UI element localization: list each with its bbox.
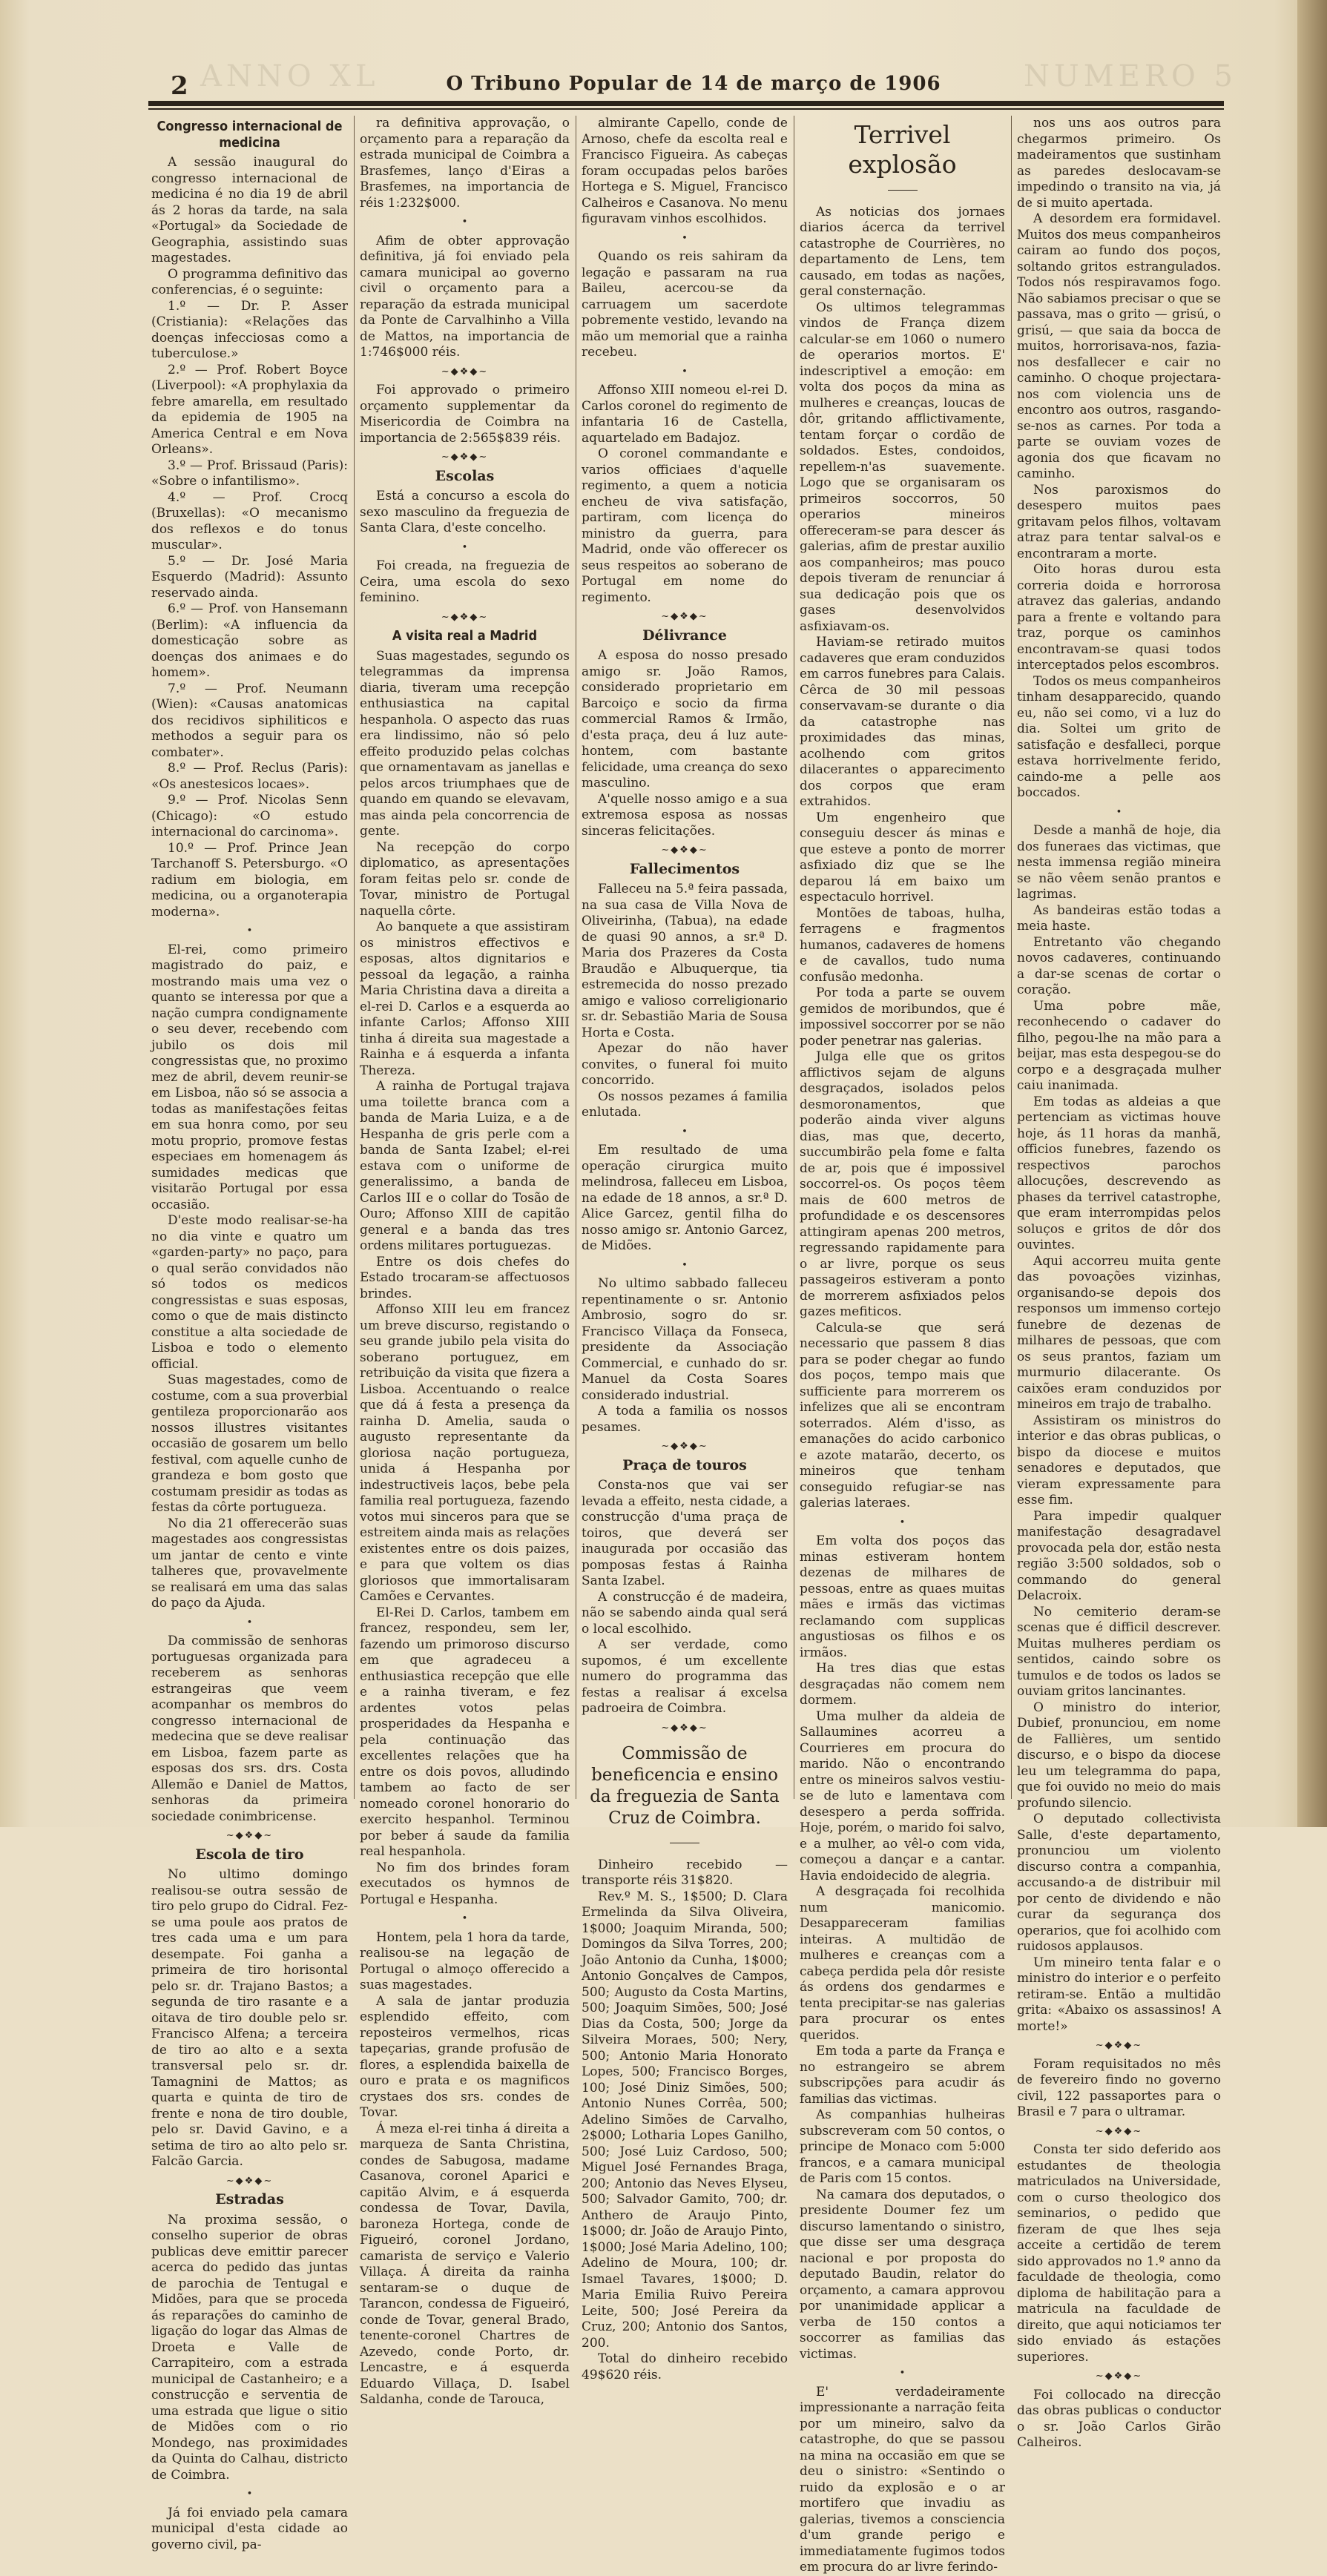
column-5	[1017, 116, 1221, 2450]
paragraph: Em resultado de uma operação cirurgica muito melindrosa, falleceu em Lisboa, na edade de 18 annos, a sr.ª D. Alice Garcez, gentil filha do nosso amigo sr. Antonio Garcez, de Midões.	[582, 1143, 788, 1253]
list-item: 3.º — Prof. Brissaud (Paris): «Sobre o infantilismo».	[151, 458, 348, 489]
paragraph: O coronel commandante e varios officiaes d'aquelle regimento, a quem a noticia encheu de viva satisfação, partiram, com licença do ministro da guerra, para Madrid, onde vão offerecer os seus respeitos ao soberano de Portugal em nome do regimento.	[582, 446, 788, 605]
star-divider: •	[461, 541, 468, 553]
list-item: 4.º — Prof. Crocq (Bruxellas): «O mecanismo dos reflexos e do tonus muscular».	[151, 489, 348, 552]
paragraph: Aqui accorreu muita gente das povoações vizinhas, organisando-se depois dos responsos um immenso cortejo funebre de dezenas de milhares de pessoas, que com os seus prantos, faziam um murmurio dilacerante. Os caixões eram conduzidos por mineiros em trajo de trabalho.	[1017, 1253, 1221, 1412]
paragraph: O deputado collectivista Salle, d'este departamento, pronunciou um violento discurso contra a companhia, accusando-a de distribuir mil por cento de dividendo e não curar da segurança dos operarios, que foi acolhido com ruidosos applausos.	[1017, 1812, 1221, 1954]
paragraph: A ser verdade, como supomos, é um excellente numero do programma das festas a realisar á excelsa padroeira de Coimbra.	[582, 1637, 788, 1716]
list-item: 10.º — Prof. Prince Jean Tarchanoff S. Petersburgo. «O radium em biologia, em medicina, ou a organoterapia moderna».	[151, 840, 348, 919]
paragraph: As noticias dos jornaes diarios ácerca da terrivel catastrophe de Courrières, no departamento de Lens, tem causado, em todas as nações, geral consternação.	[800, 204, 1005, 299]
paragraph: Apezar do não haver convites, o funeral foi muito concorrido.	[582, 1041, 788, 1088]
ornament-divider: ~◆❖◆~	[225, 1830, 274, 1841]
headline-fallecimentos: Fallecimentos	[629, 860, 740, 877]
list-item: 2.º — Prof. Robert Boyce (Liverpool): «A prophylaxia da febre amarella, em resultado da epidemia de 1905 na America Central e em Nova Orleans».	[151, 362, 348, 457]
paragraph: Por toda a parte se ouvem gemidos de moribundos, que é impossivel soccorrer por se não poder penetrar nas galerias.	[800, 985, 1005, 1048]
list-item: 7.º — Prof. Neumann (Wien): «Causas anatomicas dos recidivos siphiliticos e methodos a seguir para os combater».	[151, 681, 348, 760]
column-4	[800, 116, 1005, 2575]
star-divider: •	[461, 1913, 468, 1924]
paragraph: Foram requisitados no mês de fevereiro findo no governo civil, 122 passaportes para o Brasil e 7 para o ultramar.	[1017, 2056, 1221, 2119]
paragraph: Na recepção do corpo diplomatico, as apresentações foram feitas pelo sr. conde de Tovar, ministro de Portugal naquella côrte.	[360, 839, 570, 919]
ornament-divider: ~◆❖◆~	[441, 452, 489, 463]
headline-delivrance: Délivrance	[642, 627, 727, 644]
star-divider: •	[899, 2368, 906, 2379]
paragraph: Dinheiro recebido — transporte réis 31$820.	[582, 1857, 788, 1888]
paragraph: E' verdadeiramente impressionante a narração feita por um mineiro, salvo da catastrophe, do que se passou na mina na occasião em que se deu o sinistro: «Sentindo o ruido da explosão e o ar mortifero que invadiu as galerias, tivemos a consciencia d'um grande perigo e immediatamente fugimos todos em procura do ar livre ferindo-	[800, 2384, 1005, 2575]
star-divider: •	[682, 232, 688, 244]
paragraph: A construcção é de madeira, não se sabendo ainda qual será o local escolhido.	[582, 1589, 788, 1637]
headline-escolas: Escolas	[435, 467, 495, 484]
paragraph: A sessão inaugural do congresso internacional de medicina é no dia 19 de abril ás 2 horas da tarde, na sala «Portugal» da Sociedade de Geographia, assistindo suas magestades.	[151, 155, 348, 265]
paragraph: Em toda a parte da França e no estrangeiro se abrem subscripções para acudir ás familias das victimas.	[800, 2044, 1005, 2107]
paragraph: Afim de obter approvação definitiva, já foi enviado pela camara municipal ao governo civil o orçamento para a reparação da estrada municipal da Ponte de Carvalhinho a Villa de Mattos, na importancia de 1:746$000 réis.	[360, 233, 570, 360]
paragraph: Ha tres dias que estas desgraçadas não comem nem dormem.	[800, 1661, 1005, 1708]
list-item: 8.º — Prof. Reclus (Paris): «Os anestesicos locaes».	[151, 761, 348, 792]
paragraph: Hontem, pela 1 hora da tarde, realisou-se na legação de Portugal o almoço offerecido a suas magestades.	[360, 1929, 570, 1992]
short-rule	[582, 1835, 788, 1852]
header-rule	[148, 101, 1224, 106]
star-divider: •	[682, 1126, 688, 1137]
masthead-title: O Tribuno Popular de 14 de março de 1906	[446, 73, 941, 95]
paragraph: A esposa do nosso presado amigo sr. João Ramos, considerado proprietario em Barcoiço e socio da firma commercial Ramos & Irmão, d'esta praça, deu á luz aute-hontem, com bastante felicidade, uma creança do sexo masculino.	[582, 648, 788, 790]
paragraph: nos uns aos outros para chegarmos primeiro. Os madeiramentos que sustinham as paredes deslocavam-se impedindo o transito na via, já de si muito apertada.	[1017, 116, 1221, 211]
star-divider: •	[246, 2489, 253, 2500]
ornament-divider: ~◆❖◆~	[661, 845, 708, 856]
paragraph: Assistiram os ministros do interior e das obras publicas, o bispo da diocese e muitos senadores e deputados, que vieram expressamente para esse fim.	[1017, 1413, 1221, 1507]
star-divider: •	[246, 925, 253, 937]
paragraph: Uma mulher da aldeia de Sallaumines acorreu a Courrieres em procura do marido. Não o encontrando entre os mineiros salvos vestiu-se de luto e lamentava com desespero a perda soffrida. Hoje, porém, o marido foi salvo, e a mulher, ao vêl-o com vida, começou a dançar e a cantar. Havia endoidecido de alegria.	[800, 1708, 1005, 1883]
paragraph: El-rei, como primeiro magistrado do paiz, e mostrando mais uma vez o quanto se interessa por que a nação cumpra condignamente o seu dever, recebendo com jubilo os dois mil congressistas que, no proximo mez de abril, devem reunir-se em Lisboa, não só se associa a todas as manifestações feitas em sua honra como, por seu motu proprio, promove festas especiaes em homenagem ás sumidades medicas que visitarão Portugal por essa occasião.	[151, 942, 348, 1212]
ornament-divider: ~◆❖◆~	[225, 2175, 274, 2187]
column-2	[360, 116, 570, 2407]
paragraph: Nos paroxismos do desespero muitos paes gritavam pelos filhos, voltavam atraz para tentar salval-os e encontraram a morte.	[1017, 482, 1221, 561]
paragraph: Foi collocado na direcção das obras publicas o conductor o sr. João Carlos Girão Calheiros.	[1017, 2387, 1221, 2450]
paragraph: A sala de jantar produzia esplendido effeito, com reposteiros vermelhos, ricas tapeçarias, grande profusão de flores, a esplendida baixella de ouro e prata e os magnificos crystaes dos srs. condes de Tovar.	[360, 1993, 570, 2120]
column-1	[151, 116, 348, 2552]
paragraph: Os ultimos telegrammas vindos de França dizem calcular-se em 1060 o numero de operarios mortos. E' indescriptivel a emoção: em volta dos poços da mina as mulheres e creanças, loucas de dôr, gritando afflictivamente, tentam forçar o cordão de soldados. Estes, condoidos, repellem-n'as suavemente. Logo que se organisaram os primeiros soccorros, 50 operarios mineiros offereceram-se para descer ás galerias, afim de prestar auxilio aos companheiros; mas pouco depois tiveram de renunciar á sua dedicação pois que os gases desenvolvidos asfixiavam-os.	[800, 300, 1005, 634]
paragraph: Em volta dos poços das minas estiveram hontem dezenas de milhares de pessoas, entre as quaes muitas mães e irmãs das victimas reclamando com supplicas angustiosas os filhos e os irmãos.	[800, 1533, 1005, 1660]
paragraph: A desordem era formidavel. Muitos dos meus companheiros cairam ao fundo dos poços, soltando gritos estrangulados. Todos nós respiravamos fogo. Não sabiamos precisar o que se passava, mas o grito — grisú, o grisú, — que saia da bocca de muitos, horrorisava-nos, fazia-nos desfallecer e cair no caminho. O choque projectara-nos com violencia uns de encontro aos outros, rasgando-se-nos as carnes. Por toda a parte se ouviam vozes de agonia dos que ficavam no caminho.	[1017, 211, 1221, 481]
paragraph: No cemiterio deram-se scenas que é difficil descrever. Muitas mulheres perdiam os sentidos, caindo sobre os tumulos e de todos os lados se ouviam gritos lancinantes.	[1017, 1604, 1221, 1699]
headline-escola-de-tiro: Escola de tiro	[195, 1846, 304, 1863]
paragraph: Uma pobre mãe, reconhecendo o cadaver do filho, pegou-lhe na mão para a beijar, mas esta despegou-se do corpo e a desgraçada mulher caiu inanimada.	[1017, 998, 1221, 1093]
ornament-divider: ~◆❖◆~	[1095, 2125, 1143, 2137]
paragraph: Suas magestades, segundo os telegrammas da imprensa diaria, tiveram uma recepção enthusiastica na capital hespanhola. O aspecto das ruas era lindissimo, não só pelo effeito produzido pelas colchas que ornamentavam as janellas e pelos arcos triumphaes que de quando em quando se elevavam, mas ainda pela concorrencia de gente.	[360, 648, 570, 839]
ornament-divider: ~◆❖◆~	[1095, 2371, 1143, 2382]
paragraph: Total do dinheiro recebido 49$620 réis.	[582, 2351, 788, 2382]
paragraph: No fim dos brindes foram executados os hymnos de Portugal e Hespanha.	[360, 1860, 570, 1907]
paragraph: almirante Capello, conde de Arnoso, chefe da escolta real e Francisco Figueira. As cabeças foram occupadas pelos barões Hortega e S. Miguel, Francisco Calheiros e Casanova. No menu figuravam vinhos escolhidos.	[582, 116, 788, 226]
paragraph: Affonso XIII nomeou el-rei D. Carlos coronel do regimento de infantaria 16 de Castella, aquartelado em Badajoz.	[582, 383, 788, 446]
short-rule	[800, 182, 1005, 199]
paragraph: Oito horas durou esta correria doida e horrorosa atravez das galerias, andando para a frente e voltando para traz, porque os caminhos encontravam-se quasi todos interceptados pelos escombros.	[1017, 562, 1221, 673]
list-item: 6.º — Prof. von Hansemann (Berlim): «A influencia da domesticação sobre as doenças dos animaes e do homem».	[151, 601, 348, 680]
paragraph: Calcula-se que será necessario que passem 8 dias para se poder chegar ao fundo dos poços, tempo mais que sufficiente para morrerem os infelizes que ali se encontram soterrados. Além d'isso, as emanações do acido carbonico e azote matarão, decerto, os mineiros que tenham conseguido refugiar-se nas galerias lateraes.	[800, 1320, 1005, 1510]
paragraph: Entre os dois chefes do Estado trocaram-se affectuosos brindes.	[360, 1254, 570, 1301]
ornament-divider: ~◆❖◆~	[661, 611, 708, 622]
paragraph: Affonso XIII leu em francez um breve discurso, registando o seu grande jubilo pela visita do soberano portuguez, em retribuição da visita que fizera a Lisboa. Accentuando o realce que dá á festa a presença da rainha D. Amelia, sauda o augusto representante da gloriosa nação portugueza, unida á Hespanha por indestructiveis laços, bebe pela familia real portugueza, fazendo votos mui sinceros para que se estreitem ainda mais as relações existentes entre os dois paizes, e para que voltem os dias gloriosos que immortalisaram Camões e Cervantes.	[360, 1302, 570, 1604]
paragraph: Na proxima sessão, o conselho superior de obras publicas deve emittir parecer acerca do pedido das juntas de parochia de Tentugal e Midões, para que se proceda ás reparações do caminho de ligação do logar das Almas de Droeta e Valle de Carrapiteiro, com a estrada municipal de Castanheiro; e a construcção e serventia de uma estrada que ligue o sitio de Midões com o rio Mondego, nas proximidades da Quinta do Calhau, districto de Coimbra.	[151, 2212, 348, 2483]
list-item: 5.º — Dr. José Maria Esquerdo (Madrid): Assunto reservado ainda.	[151, 553, 348, 601]
star-divider: •	[461, 217, 468, 228]
paragraph: Em todas as aldeias a que pertenciam as victimas houve hoje, ás 11 horas da manhã, officios funebres, fazendo os respectivos parochos allocuções, descrevendo as phases da terrivel catastrophe, que eram interrompidas pelos soluços e gritos de dôr dos ouvintes.	[1017, 1094, 1221, 1252]
paragraph: Falleceu na 5.ª feira passada, na sua casa de Villa Nova de Oliveirinha, (Tabua), na edade de quasi 90 annos, a sr.ª D. Maria dos Prazeres da Costa Braudão e Albuquerque, tia estremecida do nosso prezado amigo e valioso correligionario sr. dr. Sebastião Maria de Sousa Horta e Costa.	[582, 882, 788, 1040]
ornament-divider: ~◆❖◆~	[661, 1441, 708, 1452]
paragraph: Julga elle que os gritos afflictivos sejam de alguns desgraçados, isolados pelos desmoronamentos, que poderão ainda viver alguns dias, mas que, decerto, succumbirão pela fome e falta de ar, pois que é impossivel soccorrel-os. Os poços têem mais de 600 metros de profundidade e os descensores attingiram apenas 200 metros, regressando rapidamente para o ar livre, porque os seus passageiros estiveram a ponto de morrerem asfixiados pelos gazes mefiticos.	[800, 1049, 1005, 1319]
paragraph: A desgraçada foi recolhida num manicomio. Desappareceram familias inteiras. A multidão de mulheres e creanças com a cabeça perdida pela dôr resiste ás ordens dos gendarmes e tenta precipitar-se nas galerias para procurar os entes queridos.	[800, 1884, 1005, 2043]
star-divider: •	[246, 1616, 253, 1628]
star-divider: •	[899, 1516, 906, 1528]
paragraph: Desde a manhã de hoje, dia dos funeraes das victimas, que nesta immensa região mineira se não vêem senão prantos e lagrimas.	[1017, 823, 1221, 902]
paragraph: Montões de taboas, hulha, ferragens e fragmentos humanos, cadaveres de homens e de cavallos, tudo numa confusão medonha.	[800, 905, 1005, 985]
column-3	[582, 116, 788, 2382]
paragraph: Entretanto vão chegando novos cadaveres, continuando a dar-se scenas de cortar o coração.	[1017, 934, 1221, 997]
star-divider: •	[1116, 806, 1122, 818]
list-item: 9.º — Prof. Nicolas Senn (Chicago): «O estudo internacional do carcinoma».	[151, 793, 348, 839]
paragraph: Foi creada, na freguezia de Ceira, uma escola do sexo feminino.	[360, 558, 570, 605]
paragraph: A toda a familia os nossos pesames.	[582, 1404, 788, 1435]
paragraph: Na camara dos deputados, o presidente Doumer fez um discurso lamentando o sinistro, que disse ser uma desgraça nacional e por proposta do deputado Baudin, relator do orçamento, a camara approvou por unanimidade applicar a verba de 150 contos a soccorrer as familias das victimas.	[800, 2187, 1005, 2362]
paragraph: Consta ter sido deferido aos estudantes de theologia matriculados na Universidade, com o curso theologico dos seminarios, o pedido que fizeram de que lhes seja acceite a certidão de terem sido approvados no 1.º anno da faculdade de theologia, como diploma de habilitação para a matricula na faculdade de direito, que aqui noticiamos ter sido enviado ás estações superiores.	[1017, 2142, 1221, 2365]
paragraph: Á meza el-rei tinha á direita a marqueza de Santa Christina, condes de Sabugosa, madame Casanova, coronel Aparici e capitão Alvim, e á esquerda condessa de Tovar, Davila, baroneza Hortega, conde de Figueiró, coronel Jordano, camarista de serviço e Valerio Villaça. Á direita da rainha sentaram-se o duque de Tarancon, condessa de Figueiró, conde de Tovar, general Brado, tenente-coronel Chartres de Azevedo, conde Porto, dr. Lencastre, e á esquerda Eduardo Villaça, D. Isabel Saldanha, conde de Tarouca,	[360, 2121, 570, 2407]
paragraph: El-Rei D. Carlos, tambem em francez, respondeu, sem ler, fazendo um primoroso discurso em que agradeceu a enthusiastica recepção que elle e a rainha tiveram, e fez ardentes votos pelas prosperidades da Hespanha e pela continuação das excellentes relações que ha entre os dois povos, alludindo tambem ao facto de ser nomeado coronel honorario do exercito hespanhol. Terminou por beber á saude da familia real hespanhola.	[360, 1605, 570, 1859]
column-separator	[1011, 116, 1012, 1799]
paragraph: A rainha de Portugal trajava uma toilette branca com a banda de Maria Luiza, e a de Hespanha de gris perle com a banda de Santa Izabel; el-rei estava com o uniforme de generalissimo, a banda de Carlos III e o collar do Tosão de Ouro; Affonso XIII de capitão general e a banda das tres ordens militares portuguezas.	[360, 1079, 570, 1253]
paragraph: Para impedir qualquer manifestação desagradavel provocada pela dor, estão nesta região 3:500 soldados, sob o commando do general Delacroix.	[1017, 1508, 1221, 1603]
headline-estradas: Estradas	[215, 2191, 284, 2207]
paragraph: Quando os reis sahiram da legação e passaram na rua Baileu, acercou-se da carruagem um sacerdote pobremente vestido, levando na mão um memorial que a rainha recebeu.	[582, 249, 788, 360]
list-item: 1.º — Dr. P. Asser (Cristiania): «Relações das doenças infecciosas como a tuberculose.»	[151, 298, 348, 361]
paragraph: No ultimo sabbado falleceu repentinamente o sr. Antonio Ambrosio, sogro do sr. Francisco Villaça da Fonseca, presidente da Associação Commercial, e cunhado do sr. Manuel da Costa Soares considerado industrial.	[582, 1276, 788, 1403]
paragraph: Foi approvado o primeiro orçamento supplementar da Misericordia de Coimbra na importancia de 2:565$839 réis.	[360, 383, 570, 446]
ornament-divider: ~◆❖◆~	[661, 1722, 708, 1734]
paragraph: No dia 21 offerecerão suas magestades aos congressistas um jantar de cento e vinte talheres que, provavelmente se realisará em uma das salas do paço da Ajuda.	[151, 1516, 348, 1611]
star-divider: •	[682, 1259, 688, 1271]
paragraph: Rev.º M. S., 1$500; D. Clara Ermelinda da Silva Oliveira, 1$000; Joaquim Miranda, 500; Domingos da Silva Torres, 200; João Antonio da Cunha, 1$000; Antonio Gonçalves de Campos, 500; Augusto da Costa Martins, 500; Joaquim Simões, 500; José Dias da Costa, 500; Jorge da Silveira Moraes, 500; Nery, 500; Antonio Maria Honorato Lopes, 500; Francisco Borges, 100; José Diniz Simões, 500; Antonio Nunes Corrêa, 500; Adelino Simões de Carvalho, 2$000; Lotharia Lopes Ganilho, 500; José Luiz Cardoso, 500; Miguel José Fernandes Braga, 200; Antonio das Neves Elyseu, 500; Salvador Gamito, 700; dr. Anthero de Araujo Pinto, 1$000; dr. João de Araujo Pinto, 1$000; José Maria Adelino, 100; Adelino de Moura, 100; dr. Ismael Tavares, 1$000; D. Maria Emilia Ruivo Pereira Leite, 500; José Pereira da Cruz, 200; Antonio dos Santos, 200.	[582, 1889, 788, 2351]
headline-commissao-beneficencia: Commissão de beneficencia e ensino da freguezia de Santa Cruz de Coimbra.	[590, 1744, 780, 1828]
paragraph: Haviam-se retirado muitos cadaveres que eram conduzidos em carros funebres para Calais. Cêrca de 30 mil pessoas conservavam-se durante o dia da catastrophe nas proximidades das minas, acolhendo com gritos dilacerantes o apparecimento dos corpos que eram extrahidos.	[800, 635, 1005, 809]
page-number: 2	[171, 71, 188, 101]
paragraph: Um engenheiro que conseguiu descer ás minas e que esteve a ponto de morrer asfixiado diz que se lhe deparou lá em baixo um espectaculo horrivel.	[800, 810, 1005, 905]
paragraph: As companhias hulheiras subscreveram com 50 contos, o principe de Monaco com 5:000 francos, e a camara municipal de Paris com 15 contos.	[800, 2107, 1005, 2186]
paragraph: No ultimo domingo realisou-se outra sessão de tiro pelo grupo do Cidral. Fez-se uma poule aos pratos de tres cada uma e um para desempate. Foi ganha a primeira de tiro horisontal pelo sr. dr. Trajano Bastos; a segunda de tiro rasante e a oitava de tiro double pelo sr. Francisco Alfena; a terceira de tiro ao alto e a sexta transversal pelo sr. dr. Tamagnini de Mattos; as quarta e quinta de tiro de frente e nona de tiro double, pelo sr. David Gavino, e a setima de tiro ao alto pelo sr. Falcão Garcia.	[151, 1867, 348, 2169]
paragraph: O programma definitivo das conferencias, é o seguinte:	[151, 266, 348, 297]
header-rule-thin	[148, 108, 1224, 110]
book-spine	[1297, 0, 1327, 1827]
headline-praca-de-touros: Praça de touros	[622, 1456, 747, 1473]
paragraph: Da commissão de senhoras portuguesas organizada para receberem as senhoras estrangeiras que veem acompanhar os membros do congresso internacional de medecina que se deve realisar em Lisboa, fazem parte as esposas dos srs. drs. Costa Allemão e Daniel de Mattos, senhoras da primeira sociedade conimbricense.	[151, 1634, 348, 1824]
paragraph: D'este modo realisar-se-ha no dia vinte e quatro um «garden-party» no paço, para o qual serão convidados não só todos os medicos congressistas e suas esposas, como o que de mais distincto constitue a alta sociedade de Lisboa e todo o elemento official.	[151, 1213, 348, 1372]
paragraph: Está a concurso a escola do sexo masculino da freguezia de Santa Clara, d'este concelho.	[360, 489, 570, 535]
paragraph: O ministro do interior, Dubief, pronunciou, em nome de Fallières, um sentido discurso, e o bispo da diocese leu um telegramma do papa, que foi ouvido no meio do mais profundo silencio.	[1017, 1700, 1221, 1811]
star-divider: •	[682, 366, 688, 377]
column-separator	[354, 116, 355, 1799]
bleed-through-text-right: NUMERO 5	[1024, 59, 1237, 93]
paragraph: As bandeiras estão todas a meia haste.	[1017, 902, 1221, 934]
paragraph: Um mineiro tenta falar e o ministro do interior e o perfeito retiram-se. Então a multidão grita: «Abaixo os assassinos! A morte!»	[1017, 1955, 1221, 2034]
ornament-divider: ~◆❖◆~	[1095, 2040, 1143, 2051]
ornament-divider: ~◆❖◆~	[441, 366, 489, 377]
paragraph: Consta-nos que vai ser levada a effeito, nesta cidade, a construcção d'uma praça de toiros, que deverá ser inaugurada por occasião das pomposas festas á Rainha Santa Izabel.	[582, 1478, 788, 1588]
headline-visita-real: A visita real a Madrid	[392, 628, 538, 644]
paragraph: Os nossos pezames á familia enlutada.	[582, 1089, 788, 1120]
bleed-through-text-left: ANNO XL	[200, 59, 380, 93]
paragraph: Já foi enviado pela camara municipal d'esta cidade ao governo civil, pa-	[151, 2505, 348, 2552]
paragraph: Ao banquete a que assistiram os ministros effectivos e esposas, altos dignitarios e pessoal da legação, a rainha Maria Christina dava a direita a el-rei D. Carlos e a esquerda ao infante Carlos; Affonso XIII tinha á direita sua magestade a Rainha e á esquerda a infanta Thereza.	[360, 919, 570, 1078]
ornament-divider: ~◆❖◆~	[441, 611, 489, 623]
page-header	[163, 71, 1224, 101]
paragraph: Suas magestades, como de costume, com a sua proverbial gentileza proporcionarão aos nossos illustres visitantes occasião de gosarem um bello festival, com aquelle cunho de grandeza e bom gosto que costumam presidir as todas as festas da côrte portugueza.	[151, 1373, 348, 1515]
paragraph: A'quelle nosso amigo e a sua extremosa esposa as nossas sinceras felicitações.	[582, 791, 788, 839]
headline-congresso: Congresso internacional de medicina	[157, 119, 343, 151]
paragraph: ra definitiva approvação, o orçamento para a reparação da estrada municipal de Coimbra a Brasfemes, lanço d'Eiras a Brasfemes, na importancia de réis 1:232$000.	[360, 116, 570, 211]
paragraph: Todos os meus companheiros tinham desapparecido, quando eu, não sei como, vi a luz do dia. Soltei um grito de satisfação e desfalleci, porque estava horrivelmente ferido, caindo-me a pelle aos boccados.	[1017, 673, 1221, 800]
headline-terrivel-explosao: Terrivel explosão	[848, 120, 957, 179]
